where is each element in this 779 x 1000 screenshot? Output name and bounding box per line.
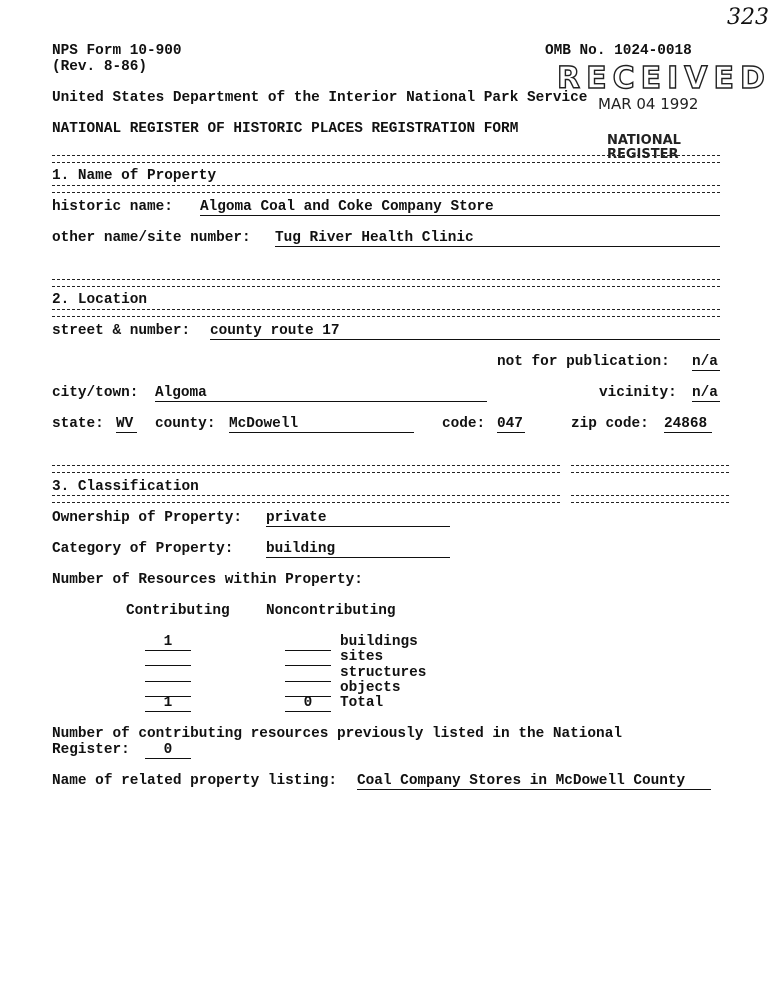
not-for-publication-label: not for publication: [497, 354, 670, 370]
category-label: Category of Property: [52, 541, 234, 557]
county-label: county: [155, 416, 216, 432]
previously-listed-field[interactable]: 0 [145, 742, 191, 759]
code-field[interactable]: 047 [497, 416, 525, 433]
zip-label: zip code: [571, 416, 649, 432]
state-label: state: [52, 416, 104, 432]
ownership-field[interactable]: private [266, 510, 450, 527]
stamp-register: REGISTER [607, 147, 679, 162]
contributing-count-field[interactable] [145, 649, 191, 666]
noncontributing-column-header: Noncontributing [266, 603, 396, 619]
other-name-field[interactable]: Tug River Health Clinic [275, 230, 720, 247]
contributing-total-field[interactable]: 1 [145, 695, 191, 712]
section-divider [52, 465, 560, 473]
form-title: NATIONAL REGISTER OF HISTORIC PLACES REGISTRATION FORM [52, 121, 519, 137]
related-listing-label: Name of related property listing: [52, 773, 337, 789]
form-revision: (Rev. 8-86) [52, 59, 147, 75]
omb-number: OMB No. 1024-0018 [545, 43, 692, 59]
other-name-label: other name/site number: [52, 230, 251, 246]
code-label: code: [442, 416, 486, 432]
vicinity-label: vicinity: [599, 385, 677, 401]
section-3-heading: 3. Classification [52, 479, 199, 495]
zip-field[interactable]: 24868 [664, 416, 712, 433]
department-line: United States Department of the Interior National Park Service [52, 90, 588, 106]
section-divider [52, 309, 720, 317]
category-field[interactable]: building [266, 541, 450, 558]
county-field[interactable]: McDowell [229, 416, 414, 433]
previously-listed-label: Number of contributing resources previously listed in the National [52, 726, 622, 742]
not-for-publication-field[interactable]: n/a [692, 354, 720, 371]
form-number: NPS Form 10-900 [52, 43, 182, 59]
ownership-label: Ownership of Property: [52, 510, 242, 526]
section-divider [571, 465, 729, 473]
section-divider [571, 495, 729, 503]
stamp-national: NATIONAL [607, 133, 681, 148]
previously-listed-label-cont: Register: [52, 742, 130, 758]
section-2-heading: 2. Location [52, 292, 147, 308]
street-field[interactable]: county route 17 [210, 323, 720, 340]
historic-name-field[interactable]: Algoma Coal and Coke Company Store [200, 199, 720, 216]
historic-name-label: historic name: [52, 199, 173, 215]
street-label: street & number: [52, 323, 191, 339]
section-divider [52, 279, 720, 287]
contributing-count-field[interactable]: 1 [145, 634, 191, 651]
received-stamp-letters: RECEIVED [557, 61, 771, 96]
noncontributing-total-field[interactable]: 0 [285, 695, 331, 712]
received-date: MAR 04 1992 [598, 95, 699, 113]
handwritten-page-number: 323 [727, 5, 769, 30]
resource-type-label: structures [340, 665, 427, 681]
noncontributing-count-field[interactable] [285, 649, 331, 666]
city-label: city/town: [52, 385, 139, 401]
state-field[interactable]: WV [116, 416, 137, 433]
resource-type-label: objects [340, 680, 401, 696]
city-field[interactable]: Algoma [155, 385, 487, 402]
section-1-heading: 1. Name of Property [52, 168, 217, 184]
resource-type-label: buildings [340, 634, 418, 650]
contributing-column-header: Contributing [126, 603, 230, 619]
resource-type-label: Total [340, 695, 384, 711]
section-divider [52, 495, 560, 503]
resources-label: Number of Resources within Property: [52, 572, 363, 588]
resource-type-label: sites [340, 649, 384, 665]
section-divider [52, 185, 720, 193]
related-listing-field[interactable]: Coal Company Stores in McDowell County [357, 773, 711, 790]
vicinity-field[interactable]: n/a [692, 385, 720, 402]
section-divider [52, 155, 720, 163]
